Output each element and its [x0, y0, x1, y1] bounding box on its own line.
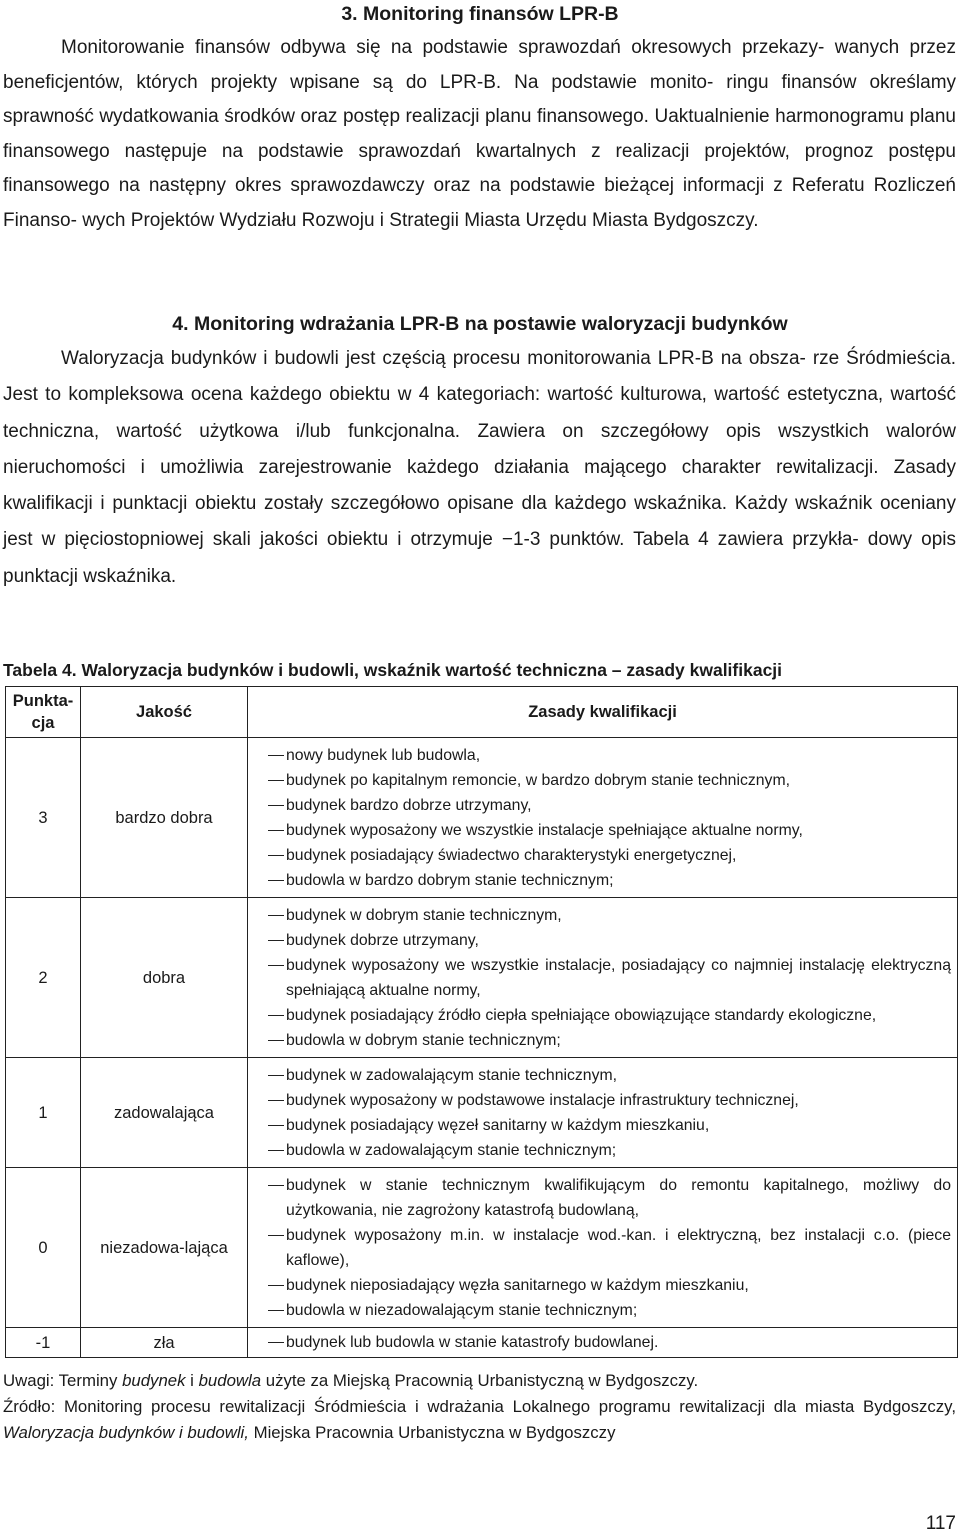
rule-item: budynek wyposażony w podstawowe instalacje infrastruktury technicznej,: [248, 1088, 951, 1113]
dash-bullet-icon: [268, 915, 284, 916]
rule-item: budowla w zadowalającym stanie technicznym;: [248, 1138, 951, 1163]
rule-item: budynek wyposażony we wszystkie instalacje, posiadający co najmniej instalację elektryczną spełniającą aktualne normy,: [248, 953, 951, 1003]
table-caption: [3, 658, 956, 682]
row-points: 1: [6, 1058, 81, 1168]
row-quality: zadowalająca: [81, 1058, 248, 1168]
row-points: 2: [6, 898, 81, 1058]
header-quality: Jakość: [81, 687, 248, 738]
row-quality: zła: [81, 1328, 248, 1358]
table-row: [6, 1058, 958, 1168]
row-points: -1: [6, 1328, 81, 1358]
row-rules: [248, 1168, 958, 1328]
qualification-table: [5, 686, 958, 1358]
row-rules: [248, 738, 958, 898]
dash-bullet-icon: [268, 780, 284, 781]
header-points: Punkta-cja: [6, 687, 81, 738]
table-row: [6, 898, 958, 1058]
rule-item: budynek wyposażony we wszystkie instalacje spełniające aktualne normy,: [248, 818, 951, 843]
rule-item: budynek posiadający źródło ciepła spełniające obowiązujące standardy ekologiczne,: [248, 1003, 951, 1028]
rule-item: budowla w dobrym stanie technicznym;: [248, 1028, 951, 1053]
table-source: Źródło: Monitoring procesu rewitalizacji Śródmieścia i wdrażania Lokalnego programu rewitalizacji dla miasta Bydgoszczy, Waloryzacja budynków i budowli, Miejska Pracownia Urbanistyczna w Bydgoszczy: [3, 1397, 956, 1442]
row-points: 3: [6, 738, 81, 898]
rule-item: budynek wyposażony m.in. w instalacje wod.-kan. i elektryczną, bez instalacji c.o. (piece kaflowe),: [248, 1223, 951, 1273]
dash-bullet-icon: [268, 1342, 284, 1343]
table-note: Uwagi: Terminy budynek i budowla użyte za Miejską Pracownią Urbanistyczną w Bydgoszczy.: [3, 1371, 699, 1390]
rule-item: budynek w stanie technicznym kwalifikującym do remontu kapitalnego, możliwy do użytkowania, nie zagrożony katastrofą budowlaną,: [248, 1173, 951, 1223]
row-rules: [248, 1058, 958, 1168]
dash-bullet-icon: [268, 1285, 284, 1286]
rule-item: budynek posiadający świadectwo charakterystyki energetycznej,: [248, 843, 951, 868]
dash-bullet-icon: [268, 1150, 284, 1151]
row-rules: [248, 1328, 958, 1358]
rule-item: budowla w bardzo dobrym stanie technicznym;: [248, 868, 951, 893]
table-row: [6, 1168, 958, 1328]
table-caption-text: Waloryzacja budynków i budowli, wskaźnik wartość techniczna – zasady kwalifikacji: [81, 660, 783, 680]
dash-bullet-icon: [268, 1015, 284, 1016]
header-rules: Zasady kwalifikacji: [248, 687, 958, 738]
section-4-title: 4. Monitoring wdrażania LPR-B na postawie waloryzacji budynków: [172, 313, 788, 335]
row-quality: bardzo dobra: [81, 738, 248, 898]
rule-item: budynek dobrze utrzymany,: [248, 928, 951, 953]
rule-item: budynek lub budowla w stanie katastrofy budowlanej.: [248, 1330, 951, 1355]
dash-bullet-icon: [268, 830, 284, 831]
dash-bullet-icon: [268, 1075, 284, 1076]
section-3-title: 3. Monitoring finansów LPR-B: [341, 3, 619, 25]
row-rules: [248, 898, 958, 1058]
rule-item: budynek nieposiadający węzła sanitarnego w każdym mieszkaniu,: [248, 1273, 951, 1298]
section-3-paragraph: Monitorowanie finansów odbywa się na podstawie sprawozdań okresowych przekazy- wanych przez beneficjentów, których projekty wpisane są do LPR-B. Na podstawie monito- ringu finansów określamy sprawność wydatkowania środków oraz postęp realizacji planu finansowego. Uaktualnienie harmonogramu planu finansowego następuje na podstawie sprawozdań kwartalnych z realizacji projektów, prognoz postępu finansowego na następny okres sprawozdawczy oraz na podstawie bieżącej informacji z Referatu Rozliczeń Finanso- wych Projektów Wydziału Rozwoju i Strategii Miasta Urzędu Miasta Bydgoszczy.: [3, 37, 957, 231]
row-quality: niezadowa-lająca: [81, 1168, 248, 1328]
dash-bullet-icon: [268, 1235, 284, 1236]
dash-bullet-icon: [268, 880, 284, 881]
row-quality: dobra: [81, 898, 248, 1058]
dash-bullet-icon: [268, 1040, 284, 1041]
table-header-row: [6, 687, 958, 738]
dash-bullet-icon: [268, 805, 284, 806]
rule-item: budynek posiadający węzeł sanitarny w każdym mieszkaniu,: [248, 1113, 951, 1138]
table-row: [6, 738, 958, 898]
section-4-paragraph: Waloryzacja budynków i budowli jest częścią procesu monitorowania LPR-B na obsza- rze Śródmieścia. Jest to kompleksowa ocena każdego obiektu w 4 kategoriach: wartość kulturowa, wartość estetyczna, wartość techniczna, wartość użytkowa i/lub funkcjonalna. Zawiera on szczegółowy opis wszystkich walorów nieruchomości i umożliwia zarejestrowanie każdego działania mającego charakter rewitalizacji. Zasady kwalifikacji i punktacji obiektu zostały szczegółowo opisane dla każdego wskaźnika. Każdy wskaźnik oceniany jest w pięciostopniowej skali jakości obiektu i otrzymuje −1-3 punktów. Tabela 4 zawiera przykła- dowy opis punktacji wskaźnika.: [3, 348, 957, 587]
dash-bullet-icon: [268, 965, 284, 966]
dash-bullet-icon: [268, 940, 284, 941]
page-number: 117: [925, 1513, 956, 1534]
rule-item: nowy budynek lub budowla,: [248, 743, 951, 768]
rule-item: budynek bardzo dobrze utrzymany,: [248, 793, 951, 818]
dash-bullet-icon: [268, 755, 284, 756]
rule-item: budynek w dobrym stanie technicznym,: [248, 903, 951, 928]
table-row: [6, 1328, 958, 1358]
dash-bullet-icon: [268, 1310, 284, 1311]
row-points: 0: [6, 1168, 81, 1328]
dash-bullet-icon: [268, 1100, 284, 1101]
rule-item: budynek po kapitalnym remoncie, w bardzo dobrym stanie technicznym,: [248, 768, 951, 793]
table-caption-label: Tabela 4.: [3, 660, 77, 680]
rule-item: budynek w zadowalającym stanie technicznym,: [248, 1063, 951, 1088]
dash-bullet-icon: [268, 1185, 284, 1186]
dash-bullet-icon: [268, 855, 284, 856]
dash-bullet-icon: [268, 1125, 284, 1126]
rule-item: budowla w niezadowalającym stanie technicznym;: [248, 1298, 951, 1323]
